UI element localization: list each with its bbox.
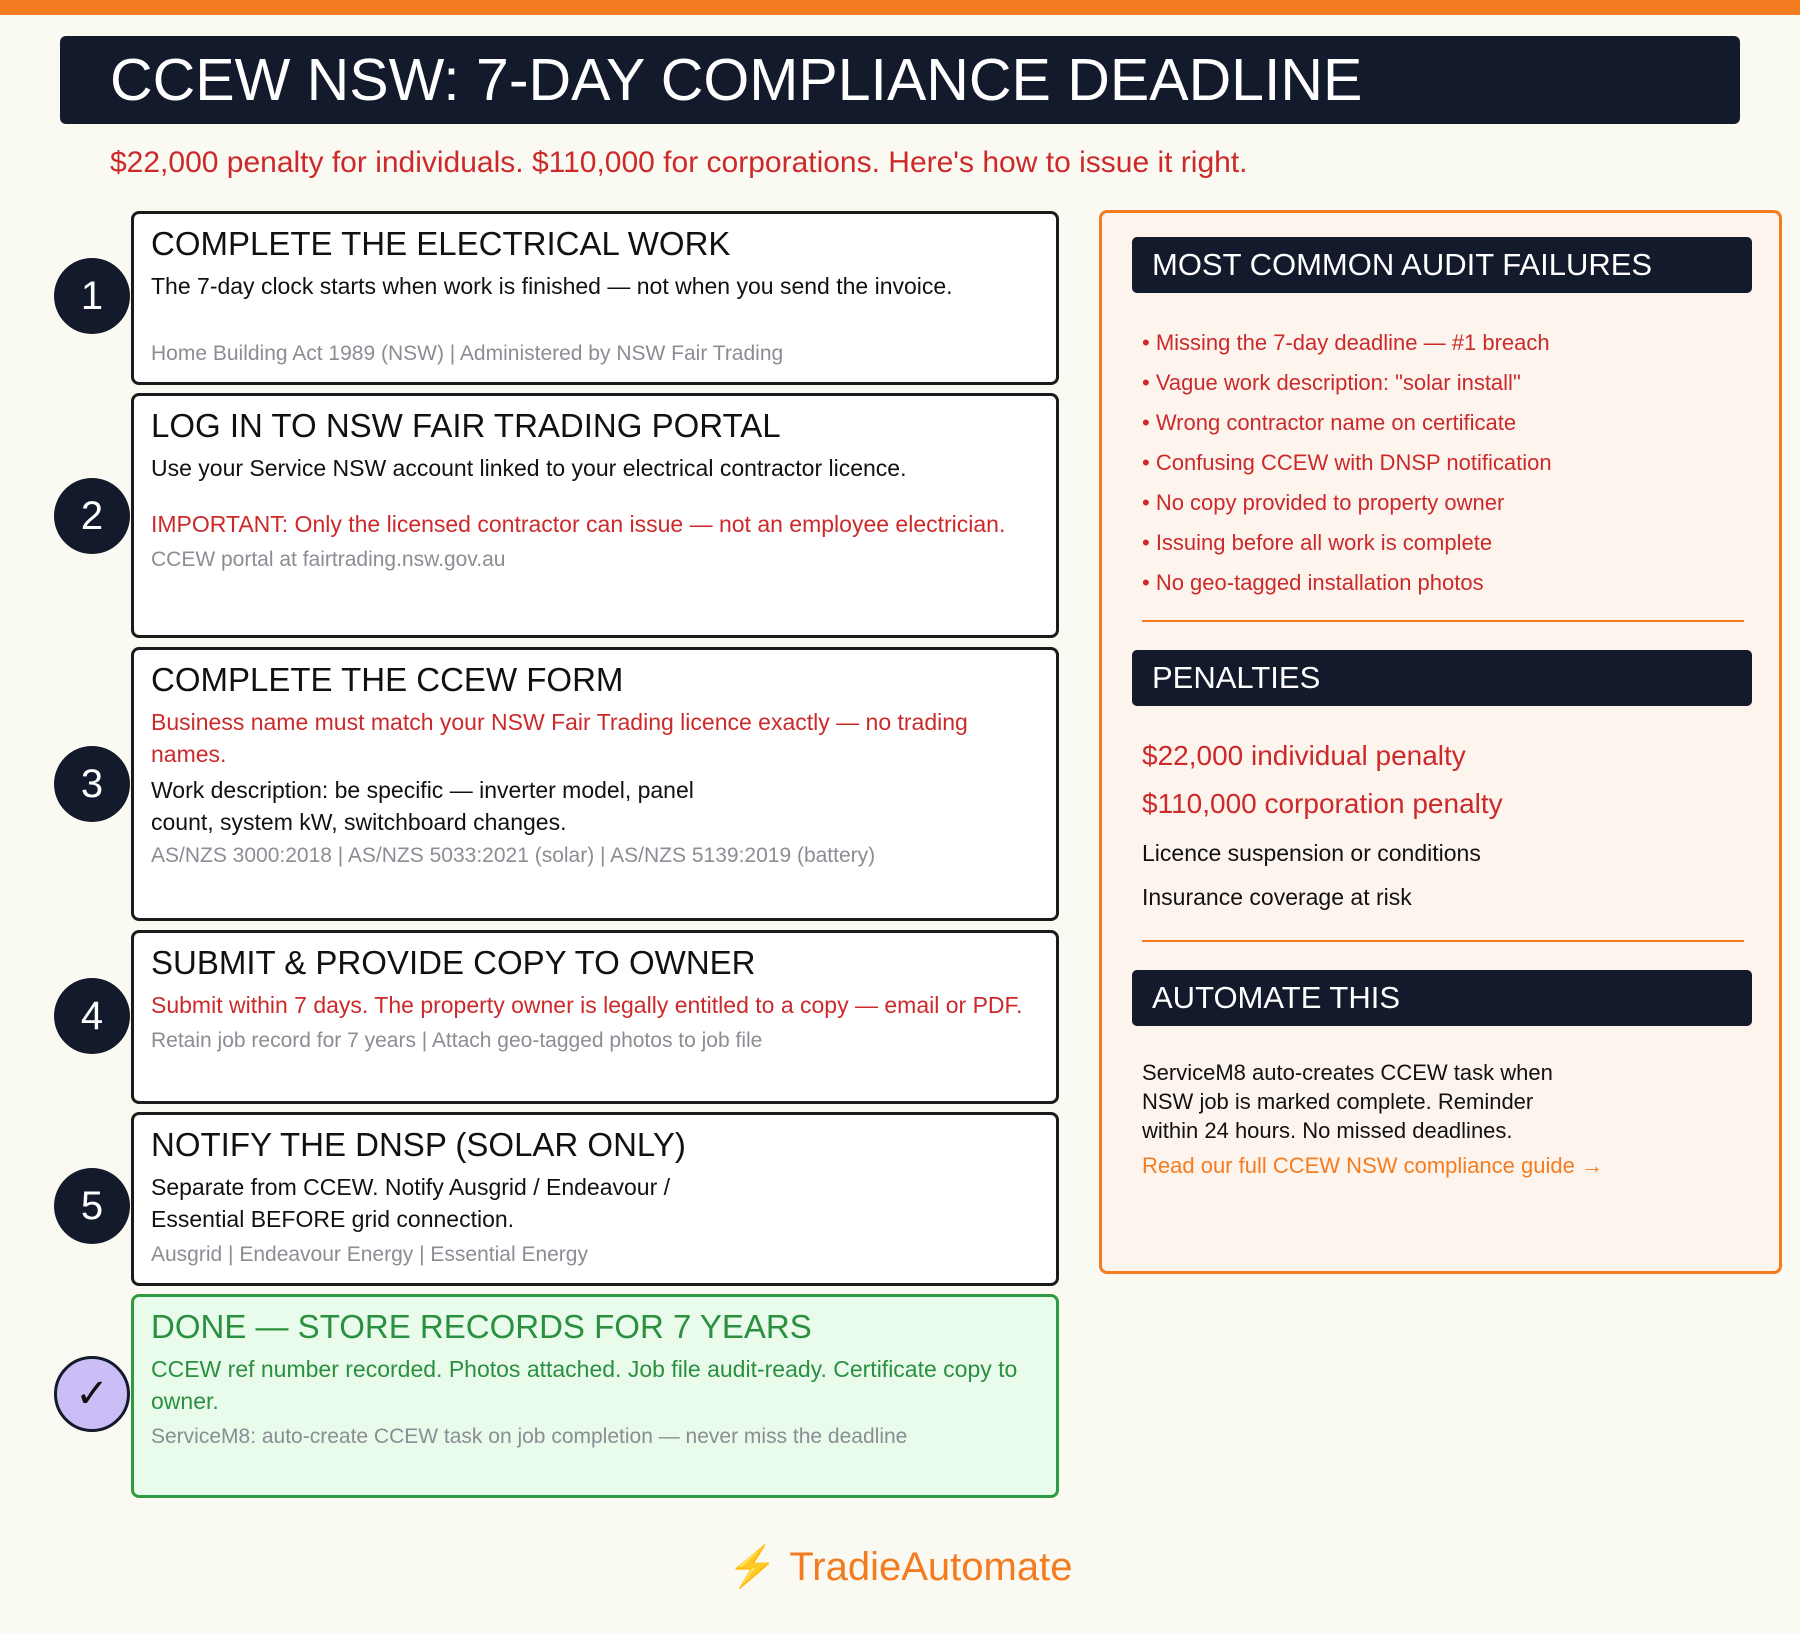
step-body-line: Work description: be specific — inverter model, panel: [151, 777, 694, 803]
compliance-guide-link[interactable]: Read our full CCEW NSW compliance guide →: [1142, 1153, 1603, 1178]
list-item: • Vague work description: "solar install": [1142, 370, 1521, 395]
penalty-individual: $22,000 individual penalty: [1142, 740, 1466, 771]
penalty-insurance: Insurance coverage at risk: [1142, 884, 1412, 910]
lightning-bolt-icon: ⚡: [727, 1545, 778, 1589]
top-accent-bar: [0, 0, 1800, 15]
penalty-licence: Licence suspension or conditions: [1142, 840, 1481, 866]
step-number-badge: 5: [54, 1168, 130, 1244]
step-title: COMPLETE THE CCEW FORM: [151, 661, 624, 698]
step-card-complete-work: [131, 211, 1059, 385]
step-title: NOTIFY THE DNSP (SOLAR ONLY): [151, 1126, 686, 1163]
step-body-line: count, system kW, switchboard changes.: [151, 809, 567, 835]
section-divider: [1142, 940, 1744, 942]
step-warning: IMPORTANT: Only the licensed contractor can issue — not an employee electrician.: [151, 511, 1006, 537]
step-card-ccew-form: [131, 647, 1059, 921]
step-note: Ausgrid | Endeavour Energy | Essential Energy: [151, 1243, 588, 1266]
step-card-log-in-portal: [131, 393, 1059, 638]
automate-description: ServiceM8 auto-creates CCEW task when NSW job is marked complete. Reminder within 24 hours. No missed deadlines.: [1142, 1060, 1553, 1143]
list-item: • Issuing before all work is complete: [1142, 530, 1493, 555]
step-card-submit-copy: [131, 930, 1059, 1104]
step-body: Use your Service NSW account linked to your electrical contractor licence.: [151, 455, 907, 481]
page-subtitle: $22,000 penalty for individuals. $110,000 for corporations. Here's how to issue it right.: [110, 146, 1248, 179]
step-body: CCEW ref number recorded. Photos attached. Job file audit-ready. Certificate copy to owner.: [151, 1356, 1018, 1414]
page-title: CCEW NSW: 7-DAY COMPLIANCE DEADLINE: [60, 36, 1740, 124]
step-number-badge: 2: [54, 478, 130, 554]
list-item: • Missing the 7-day deadline — #1 breach: [1142, 330, 1550, 355]
step-title: DONE — STORE RECORDS FOR 7 YEARS: [151, 1308, 812, 1345]
step-note: Retain job record for 7 years | Attach geo-tagged photos to job file: [151, 1029, 763, 1052]
step-number-badge: 3: [54, 746, 130, 822]
step-number-badge: 4: [54, 978, 130, 1054]
step-warning: Business name must match your NSW Fair Trading licence exactly — no trading names.: [151, 709, 968, 767]
step-warning: Submit within 7 days. The property owner is legally entitled to a copy — email or PDF.: [151, 992, 1023, 1018]
list-item: • No copy provided to property owner: [1142, 490, 1505, 515]
step-card-notify-dnsp: [131, 1112, 1059, 1286]
step-note: CCEW portal at fairtrading.nsw.gov.au: [151, 548, 506, 571]
list-item: • No geo-tagged installation photos: [1142, 570, 1484, 595]
step-title: SUBMIT & PROVIDE COPY TO OWNER: [151, 944, 756, 981]
step-title: COMPLETE THE ELECTRICAL WORK: [151, 225, 731, 262]
brand-footer: [0, 1543, 1800, 1590]
list-item: • Confusing CCEW with DNSP notification: [1142, 450, 1552, 475]
step-body-line: Separate from CCEW. Notify Ausgrid / Endeavour /: [151, 1174, 671, 1200]
brand-name: TradieAutomate: [789, 1545, 1073, 1589]
audit-failures-heading: MOST COMMON AUDIT FAILURES: [1132, 237, 1752, 293]
step-body: The 7-day clock starts when work is finished — not when you send the invoice.: [151, 273, 953, 299]
section-divider: [1142, 620, 1744, 622]
step-body-line: Essential BEFORE grid connection.: [151, 1206, 515, 1232]
step-number-badge: 1: [54, 258, 130, 334]
sidebar-panel: [1099, 210, 1782, 1274]
automate-heading: AUTOMATE THIS: [1132, 970, 1752, 1026]
step-note: ServiceM8: auto-create CCEW task on job completion — never miss the deadline: [151, 1425, 908, 1448]
check-icon: ✓: [54, 1356, 130, 1432]
step-title: LOG IN TO NSW FAIR TRADING PORTAL: [151, 407, 781, 444]
list-item: • Wrong contractor name on certificate: [1142, 410, 1517, 435]
step-card-done: [131, 1294, 1059, 1498]
audit-failures-list: [1142, 323, 1552, 603]
step-note: AS/NZS 3000:2018 | AS/NZS 5033:2021 (solar) | AS/NZS 5139:2019 (battery): [151, 844, 876, 867]
penalty-corporation: $110,000 corporation penalty: [1142, 788, 1503, 819]
penalties-heading: PENALTIES: [1132, 650, 1752, 706]
step-note: Home Building Act 1989 (NSW) | Administered by NSW Fair Trading: [151, 342, 784, 365]
